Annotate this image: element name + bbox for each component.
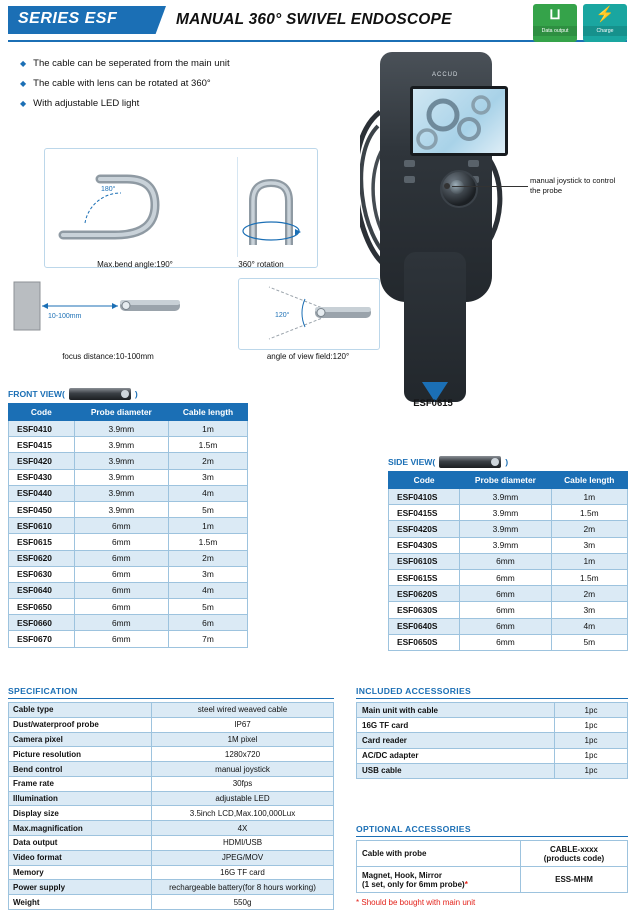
screen-content-icon	[413, 89, 505, 153]
cell-diameter: 6mm	[460, 634, 551, 650]
svg-text:180°: 180°	[101, 186, 116, 193]
data-output-badge	[533, 4, 577, 42]
focus-distance-diagram	[8, 278, 208, 336]
cell-diameter: 3.9mm	[74, 469, 168, 485]
bend-rotation-diagram	[44, 148, 318, 268]
cell-length: 3m	[551, 537, 627, 553]
side-view-heading	[388, 456, 628, 468]
cell-code: ESF0420	[9, 453, 75, 469]
cell-code: ESF0640S	[389, 618, 460, 634]
page-title: MANUAL 360° SWIVEL ENDOSCOPE	[176, 11, 452, 28]
spec-value: 16G TF card	[152, 865, 334, 880]
spec-key: Cable type	[9, 703, 152, 718]
cell-code: ESF0620S	[389, 586, 460, 602]
col-probe-diameter: Probe diameter	[74, 404, 168, 421]
cell-diameter: 3.9mm	[460, 505, 551, 521]
diagram-svg	[45, 149, 315, 265]
table-row	[9, 732, 334, 747]
table-row	[9, 615, 248, 631]
table-row	[9, 850, 334, 865]
optional-code: ESS-MHM	[521, 867, 628, 893]
table-row	[357, 867, 628, 893]
cell-length: 3m	[168, 469, 247, 485]
table-row	[357, 703, 628, 718]
spec-key: Max.magnification	[9, 821, 152, 836]
joystick-callout: manual joystick to control the probe	[530, 176, 616, 195]
cell-diameter: 3.9mm	[460, 537, 551, 553]
table-row	[389, 634, 628, 650]
spec-key: Bend control	[9, 762, 152, 777]
diamond-bullet-icon: ◆	[20, 79, 27, 88]
cell-length: 7m	[168, 631, 247, 647]
spec-value: 1M pixel	[152, 732, 334, 747]
optional-code-line1: CABLE-xxxx	[549, 844, 598, 854]
cell-diameter: 6mm	[74, 582, 168, 598]
side-view-label: SIDE VIEW(	[388, 457, 436, 467]
device-screen	[410, 86, 508, 156]
side-probe-icon	[439, 456, 501, 468]
table-header-row	[9, 404, 248, 421]
spec-key: Weight	[9, 895, 152, 910]
accessory-name: Main unit with cable	[357, 703, 555, 718]
cell-length: 2m	[551, 586, 627, 602]
front-view-section	[8, 388, 248, 648]
cell-diameter: 6mm	[74, 550, 168, 566]
table-row	[389, 569, 628, 585]
cell-diameter: 3.9mm	[74, 453, 168, 469]
table-row	[357, 733, 628, 748]
spec-value: 550g	[152, 895, 334, 910]
cell-code: ESF0430	[9, 469, 75, 485]
cell-length: 1m	[168, 518, 247, 534]
focus-svg	[8, 278, 208, 338]
diamond-bullet-icon: ◆	[20, 59, 27, 68]
table-row	[389, 505, 628, 521]
table-row	[389, 489, 628, 505]
callout-line	[452, 186, 528, 187]
front-view-heading	[8, 388, 248, 400]
view-angle-caption: angle of view field:120°	[266, 352, 350, 361]
cell-length: 5m	[551, 634, 627, 650]
front-view-table	[8, 403, 248, 648]
spec-key: Video format	[9, 850, 152, 865]
cell-diameter: 6mm	[74, 599, 168, 615]
cell-code: ESF0420S	[389, 521, 460, 537]
optional-accessories-rule	[356, 836, 628, 837]
spec-value: steel wired weaved cable	[152, 703, 334, 718]
table-row	[9, 453, 248, 469]
cell-diameter: 3.9mm	[74, 485, 168, 501]
table-row	[9, 421, 248, 437]
cell-code: ESF0450	[9, 501, 75, 517]
accessory-qty: 1pc	[555, 703, 628, 718]
cell-diameter: 3.9mm	[74, 501, 168, 517]
table-row	[9, 821, 334, 836]
specification-heading: SPECIFICATION	[8, 686, 78, 696]
table-row	[9, 501, 248, 517]
rotation-caption: 360° rotation	[238, 260, 284, 269]
cell-length: 1.5m	[551, 569, 627, 585]
cell-length: 1.5m	[168, 437, 247, 453]
charge-icon: ⚡	[595, 6, 615, 23]
side-view-label-end: )	[505, 457, 509, 467]
list-item	[20, 98, 320, 110]
cell-diameter: 6mm	[460, 602, 551, 618]
cell-length: 2m	[168, 453, 247, 469]
cell-diameter: 6mm	[460, 553, 551, 569]
table-row	[389, 586, 628, 602]
table-row	[9, 566, 248, 582]
accessory-name: USB cable	[357, 763, 555, 778]
side-view-section	[388, 456, 628, 651]
cell-length: 1.5m	[168, 534, 247, 550]
table-row	[389, 618, 628, 634]
included-accessories-section	[356, 686, 628, 779]
cell-code: ESF0440	[9, 485, 75, 501]
cell-code: ESF0610S	[389, 553, 460, 569]
spec-key: Camera pixel	[9, 732, 152, 747]
spec-key: Display size	[9, 806, 152, 821]
list-item	[20, 58, 320, 70]
side-view-table	[388, 471, 628, 651]
accessory-qty: 1pc	[555, 748, 628, 763]
cell-length: 5m	[168, 599, 247, 615]
table-row	[357, 718, 628, 733]
table-row	[9, 895, 334, 910]
cell-code: ESF0415	[9, 437, 75, 453]
cell-code: ESF0615S	[389, 569, 460, 585]
optional-accessories-table	[356, 840, 628, 893]
asterisk-icon: *	[464, 879, 468, 889]
cell-length: 4m	[168, 582, 247, 598]
page-header	[0, 0, 635, 46]
optional-name-line2-text: (1 set, only for 6mm probe)	[362, 879, 465, 889]
feature-list	[20, 58, 320, 118]
spec-value: 1280x720	[152, 747, 334, 762]
data-output-icon: ⊔	[549, 6, 561, 23]
cell-length: 6m	[168, 615, 247, 631]
table-row	[9, 865, 334, 880]
footnote-asterisk-icon: *	[356, 898, 360, 907]
spec-value: 4X	[152, 821, 334, 836]
view-angle-diagram	[238, 278, 380, 350]
table-row	[9, 469, 248, 485]
optional-accessories-heading: OPTIONAL ACCESSORIES	[356, 824, 471, 834]
svg-text:10-100mm: 10-100mm	[48, 313, 82, 320]
spec-key: Data output	[9, 836, 152, 851]
table-row	[9, 631, 248, 647]
diamond-bullet-icon: ◆	[20, 99, 27, 108]
device-button-right	[468, 160, 479, 167]
cell-code: ESF0670	[9, 631, 75, 647]
optional-name: Cable with probe	[357, 841, 521, 867]
spec-value: rechargeable battery(for 8 hours working)	[152, 880, 334, 895]
accessory-qty: 1pc	[555, 763, 628, 778]
accessory-name: 16G TF card	[357, 718, 555, 733]
table-row	[357, 748, 628, 763]
cell-code: ESF0410S	[389, 489, 460, 505]
cell-code: ESF0650S	[389, 634, 460, 650]
table-row	[389, 521, 628, 537]
table-row	[9, 776, 334, 791]
badge-group	[533, 4, 627, 42]
table-row	[9, 518, 248, 534]
col-code: Code	[9, 404, 75, 421]
table-row	[9, 880, 334, 895]
cell-length: 3m	[551, 602, 627, 618]
cell-diameter: 3.9mm	[460, 521, 551, 537]
col-cable-length: Cable length	[551, 472, 627, 489]
spec-value: 30fps	[152, 776, 334, 791]
table-row	[9, 836, 334, 851]
optional-code	[521, 841, 628, 867]
cell-diameter: 6mm	[74, 534, 168, 550]
data-output-caption: Data output	[533, 26, 577, 36]
callout-dot	[444, 183, 450, 189]
table-row	[9, 599, 248, 615]
cell-length: 1.5m	[551, 505, 627, 521]
cell-code: ESF0430S	[389, 537, 460, 553]
specification-table	[8, 702, 334, 910]
spec-key: Frame rate	[9, 776, 152, 791]
included-accessories-rule	[356, 698, 628, 699]
spec-value: 3.5inch LCD,Max.100,000Lux	[152, 806, 334, 821]
series-band-skew	[140, 6, 166, 34]
spec-value: manual joystick	[152, 762, 334, 777]
col-cable-length: Cable length	[168, 404, 247, 421]
cell-diameter: 6mm	[74, 615, 168, 631]
table-row	[9, 437, 248, 453]
cell-length: 4m	[168, 485, 247, 501]
spec-value: IP67	[152, 717, 334, 732]
table-row	[9, 806, 334, 821]
cell-diameter: 6mm	[74, 566, 168, 582]
charge-badge	[583, 4, 627, 42]
spec-key: Illumination	[9, 791, 152, 806]
cell-length: 2m	[551, 521, 627, 537]
cell-length: 5m	[168, 501, 247, 517]
series-label: SERIES ESF	[18, 10, 118, 27]
charge-caption: Charge	[583, 26, 627, 36]
cell-diameter: 6mm	[74, 631, 168, 647]
optional-name	[357, 867, 521, 893]
cell-length: 1m	[168, 421, 247, 437]
cell-code: ESF0615	[9, 534, 75, 550]
device-illustration	[360, 52, 510, 392]
cell-code: ESF0650	[9, 599, 75, 615]
table-row	[9, 485, 248, 501]
footnote-text: Should be bought with main unit	[361, 898, 476, 907]
optional-footnote	[356, 898, 628, 907]
front-probe-icon	[69, 388, 131, 400]
cell-diameter: 3.9mm	[460, 489, 551, 505]
table-row	[9, 747, 334, 762]
spec-value: HDMI/USB	[152, 836, 334, 851]
cell-code: ESF0410	[9, 421, 75, 437]
cell-length: 4m	[551, 618, 627, 634]
cell-code: ESF0620	[9, 550, 75, 566]
view-angle-svg	[239, 279, 377, 347]
focus-distance-caption: focus distance:10-100mm	[62, 352, 154, 361]
device-grip	[404, 252, 466, 402]
cell-code: ESF0415S	[389, 505, 460, 521]
list-item	[20, 78, 320, 90]
cell-code: ESF0630S	[389, 602, 460, 618]
table-row	[9, 791, 334, 806]
cell-length: 1m	[551, 553, 627, 569]
table-row	[9, 762, 334, 777]
accessory-name: AC/DC adapter	[357, 748, 555, 763]
specification-rule	[8, 698, 334, 699]
table-row	[357, 841, 628, 867]
col-code: Code	[389, 472, 460, 489]
cell-diameter: 3.9mm	[74, 421, 168, 437]
joystick-cap	[450, 180, 464, 194]
specification-section	[8, 686, 334, 910]
cell-diameter: 6mm	[74, 518, 168, 534]
cell-diameter: 6mm	[460, 586, 551, 602]
cell-length: 1m	[551, 489, 627, 505]
device-model-label: ESF0615	[413, 398, 453, 409]
feature-text: The cable can be seperated from the main unit	[33, 58, 230, 69]
device-button-left2	[404, 176, 415, 183]
cell-length: 2m	[168, 550, 247, 566]
cell-length: 3m	[168, 566, 247, 582]
optional-name-line2	[362, 880, 515, 889]
optional-code-line2: (products code)	[543, 853, 605, 863]
device-brand: ACCUD	[432, 72, 459, 78]
svg-text:120°: 120°	[275, 312, 290, 319]
col-probe-diameter: Probe diameter	[460, 472, 551, 489]
table-row	[389, 537, 628, 553]
included-accessories-table	[356, 702, 628, 779]
optional-name-line1: Magnet, Hook, Mirror	[362, 870, 443, 880]
optional-accessories-section	[356, 824, 628, 907]
feature-text: With adjustable LED light	[33, 98, 140, 109]
included-accessories-heading: INCLUDED ACCESSORIES	[356, 686, 472, 696]
table-row	[9, 703, 334, 718]
feature-text: The cable with lens can be rotated at 360°	[33, 78, 211, 89]
table-row	[9, 534, 248, 550]
accessory-name: Card reader	[357, 733, 555, 748]
front-view-label-end: )	[134, 389, 138, 399]
cell-code: ESF0610	[9, 518, 75, 534]
accessory-qty: 1pc	[555, 718, 628, 733]
cell-code: ESF0660	[9, 615, 75, 631]
device-button-left	[404, 160, 415, 167]
table-row	[9, 717, 334, 732]
front-view-label: FRONT VIEW(	[8, 389, 65, 399]
table-row	[357, 763, 628, 778]
table-row	[9, 550, 248, 566]
cell-code: ESF0640	[9, 582, 75, 598]
table-row	[389, 602, 628, 618]
table-header-row	[389, 472, 628, 489]
spec-key: Power supply	[9, 880, 152, 895]
spec-key: Memory	[9, 865, 152, 880]
spec-key: Picture resolution	[9, 747, 152, 762]
spec-key: Dust/waterproof probe	[9, 717, 152, 732]
cell-code: ESF0630	[9, 566, 75, 582]
cell-diameter: 6mm	[460, 618, 551, 634]
bend-angle-caption: Max.bend angle:190°	[97, 260, 173, 269]
cell-diameter: 6mm	[460, 569, 551, 585]
accessory-qty: 1pc	[555, 733, 628, 748]
table-row	[9, 582, 248, 598]
spec-value: JPEG/MOV	[152, 850, 334, 865]
cell-diameter: 3.9mm	[74, 437, 168, 453]
spec-value: adjustable LED	[152, 791, 334, 806]
table-row	[389, 553, 628, 569]
